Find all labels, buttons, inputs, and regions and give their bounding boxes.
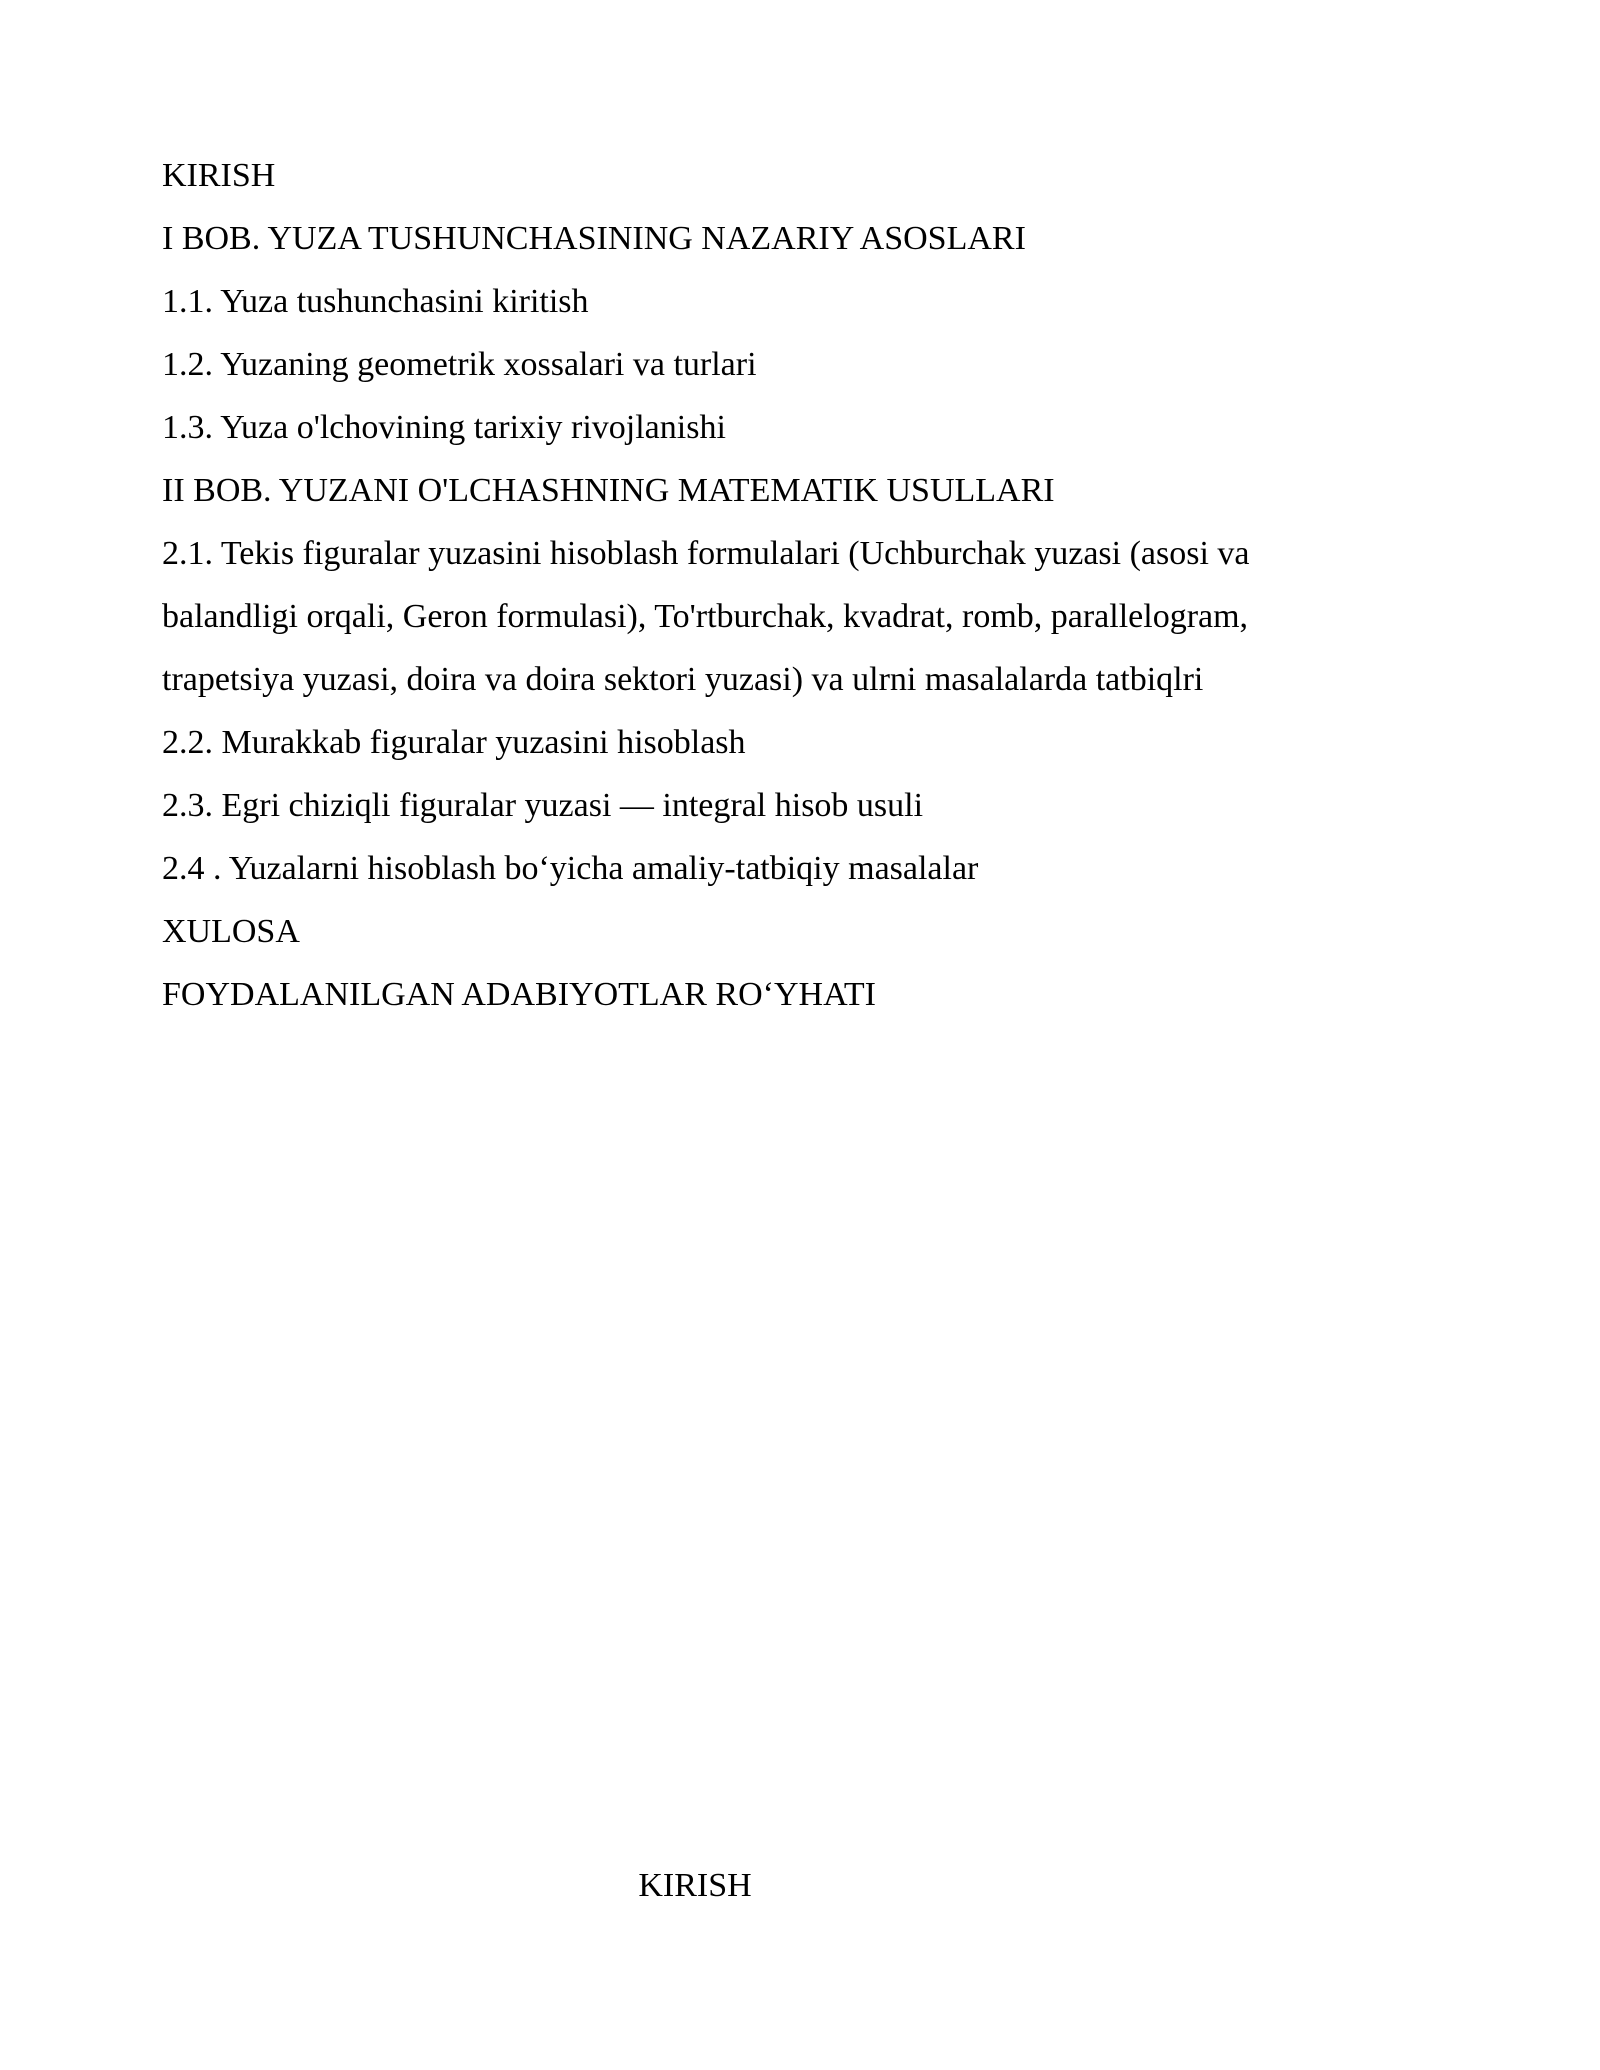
- toc-item-references: FOYDALANILGAN ADABIYOTLAR RO‘YHATI: [162, 976, 876, 1013]
- toc-item-2-3: 2.3. Egri chiziqli figuralar yuzasi — integral hisob usuli: [162, 787, 924, 824]
- toc-item-2-4: 2.4 . Yuzalarni hisoblash bo‘yicha amaliy-tatbiqiy masalalar: [162, 850, 979, 887]
- toc-item-conclusion: XULOSA: [162, 913, 300, 950]
- toc-item-chapter-2: II BOB. YUZANI O'LCHASHNING MATEMATIK USULLARI: [162, 472, 1055, 509]
- toc-item-1-3: 1.3. Yuza o'lchovining tarixiy rivojlanishi: [162, 409, 726, 446]
- toc-item-2-1: 2.1. Tekis figuralar yuzasini hisoblash formulalari (Uchburchak yuzasi (asosi va balandligi orqali, Geron formulasi), To'rtburchak, kvadrat, romb, parallelogram, trapetsiya yuzasi, doira va doira sektori yuzasi) va ulrni masalalarda tatbiqlri: [162, 535, 1250, 698]
- table-of-contents: [162, 144, 1362, 1026]
- section-heading-introduction: KIRISH: [638, 1867, 752, 1904]
- toc-item-1-1: 1.1. Yuza tushunchasini kiritish: [162, 283, 589, 320]
- toc-item-chapter-1: I BOB. YUZA TUSHUNCHASINING NAZARIY ASOSLARI: [162, 220, 1026, 257]
- toc-item-introduction: KIRISH: [162, 157, 276, 194]
- toc-item-1-2: 1.2. Yuzaning geometrik xossalari va turlari: [162, 346, 757, 383]
- toc-item-2-2: 2.2. Murakkab figuralar yuzasini hisoblash: [162, 724, 746, 761]
